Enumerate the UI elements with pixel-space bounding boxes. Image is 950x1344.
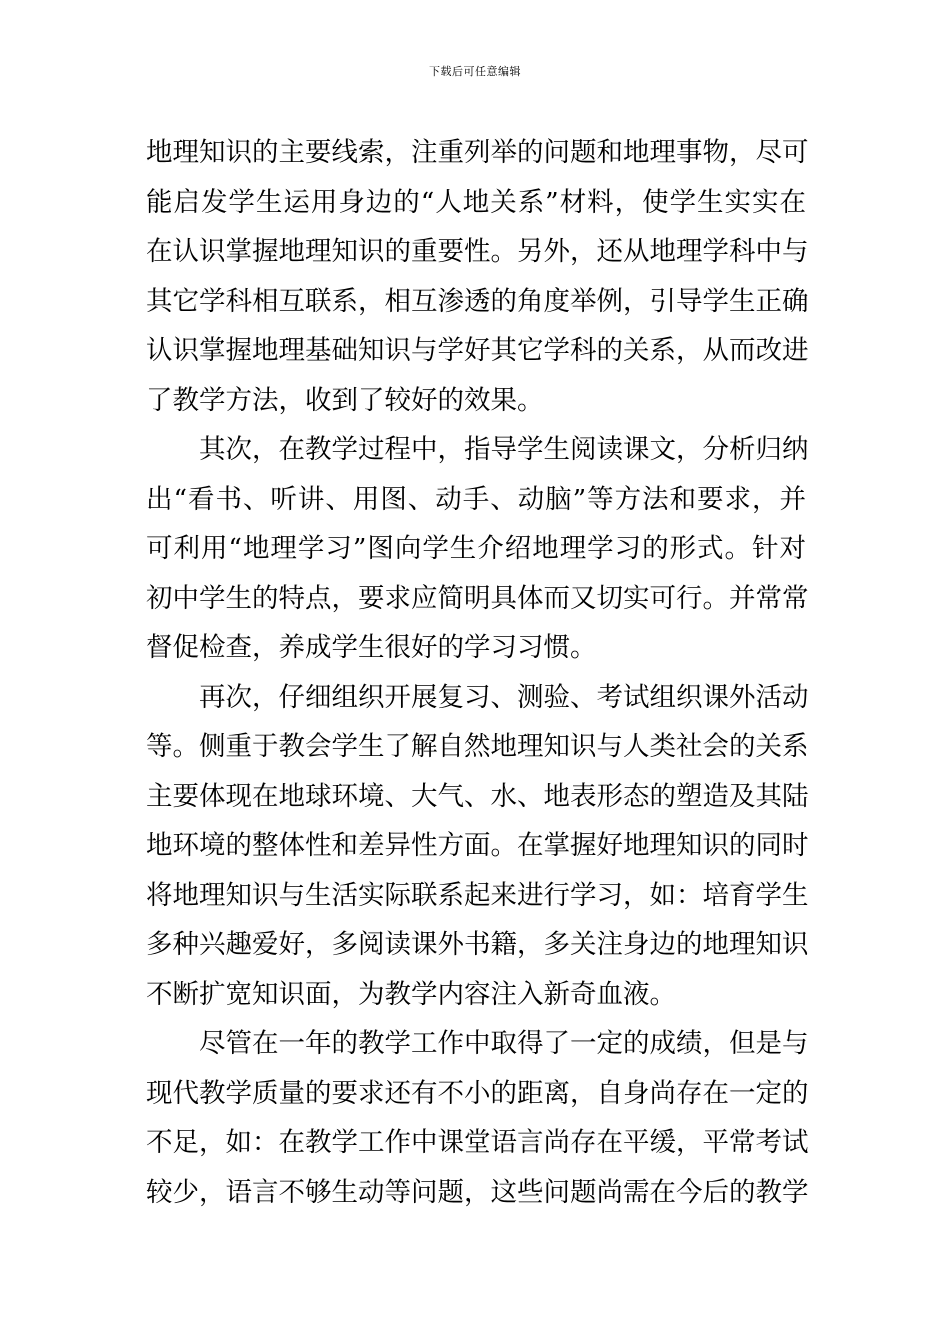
paragraph-2 bbox=[146, 425, 809, 673]
text-line: 认识掌握地理基础知识与学好其它学科的关系，从而改进 bbox=[146, 335, 809, 366]
text-line: 在认识掌握地理知识的重要性。另外，还从地理学科中与 bbox=[146, 236, 809, 267]
document-body bbox=[146, 128, 809, 1217]
text-line: 可利用“地理学习”图向学生介绍地理学习的形式。针对 bbox=[146, 533, 806, 564]
text-line: 较少，语言不够生动等问题，这些问题尚需在今后的教学 bbox=[146, 1176, 809, 1208]
text-line: 地环境的整体性和差异性方面。在掌握好地理知识的同时 bbox=[146, 830, 809, 861]
paragraph-4 bbox=[146, 1019, 809, 1217]
text-line: 再次，仔细组织开展复习、测验、考试组织课外活动 bbox=[199, 681, 809, 713]
text-line: 将地理知识与生活实际联系起来进行学习，如：培育学生 bbox=[146, 879, 809, 911]
text-line: 能启发学生运用身边的“人地关系”材料，使学生实实在 bbox=[146, 186, 806, 218]
paragraph-1 bbox=[146, 128, 809, 425]
text-line: 初中学生的特点，要求应简明具体而又切实可行。并常常 bbox=[146, 582, 809, 614]
text-line: 不足，如：在教学工作中课堂语言尚存在平缓，平常考试 bbox=[146, 1127, 809, 1158]
text-line: 尽管在一年的教学工作中取得了一定的成绩，但是与 bbox=[199, 1028, 809, 1059]
text-line: 多种兴趣爱好，多阅读课外书籍，多关注身边的地理知识 bbox=[146, 929, 809, 960]
page-header: 下载后可任意编辑 bbox=[429, 65, 521, 78]
text-line: 等。侧重于教会学生了解自然地理知识与人类社会的关系 bbox=[146, 731, 809, 762]
text-line: 现代教学质量的要求还有不小的距离，自身尚存在一定的 bbox=[146, 1077, 809, 1109]
text-line: 其它学科相互联系，相互渗透的角度举例，引导学生正确 bbox=[146, 285, 809, 317]
text-line: 地理知识的主要线索，注重列举的问题和地理事物，尽可 bbox=[146, 137, 809, 168]
text-line: 督促检查，养成学生很好的学习习惯。 bbox=[146, 632, 597, 663]
text-line: 出“看书、听讲、用图、动手、动脑”等方法和要求，并 bbox=[146, 483, 806, 515]
text-line: 了教学方法，收到了较好的效果。 bbox=[146, 384, 544, 416]
text-line: 主要体现在地球环境、大气、水、地表形态的塑造及其陆 bbox=[146, 780, 809, 812]
text-line: 不断扩宽知识面，为教学内容注入新奇血液。 bbox=[146, 978, 676, 1010]
paragraph-3 bbox=[146, 673, 809, 1020]
text-line: 其次，在教学过程中，指导学生阅读课文，分析归纳 bbox=[199, 434, 809, 465]
